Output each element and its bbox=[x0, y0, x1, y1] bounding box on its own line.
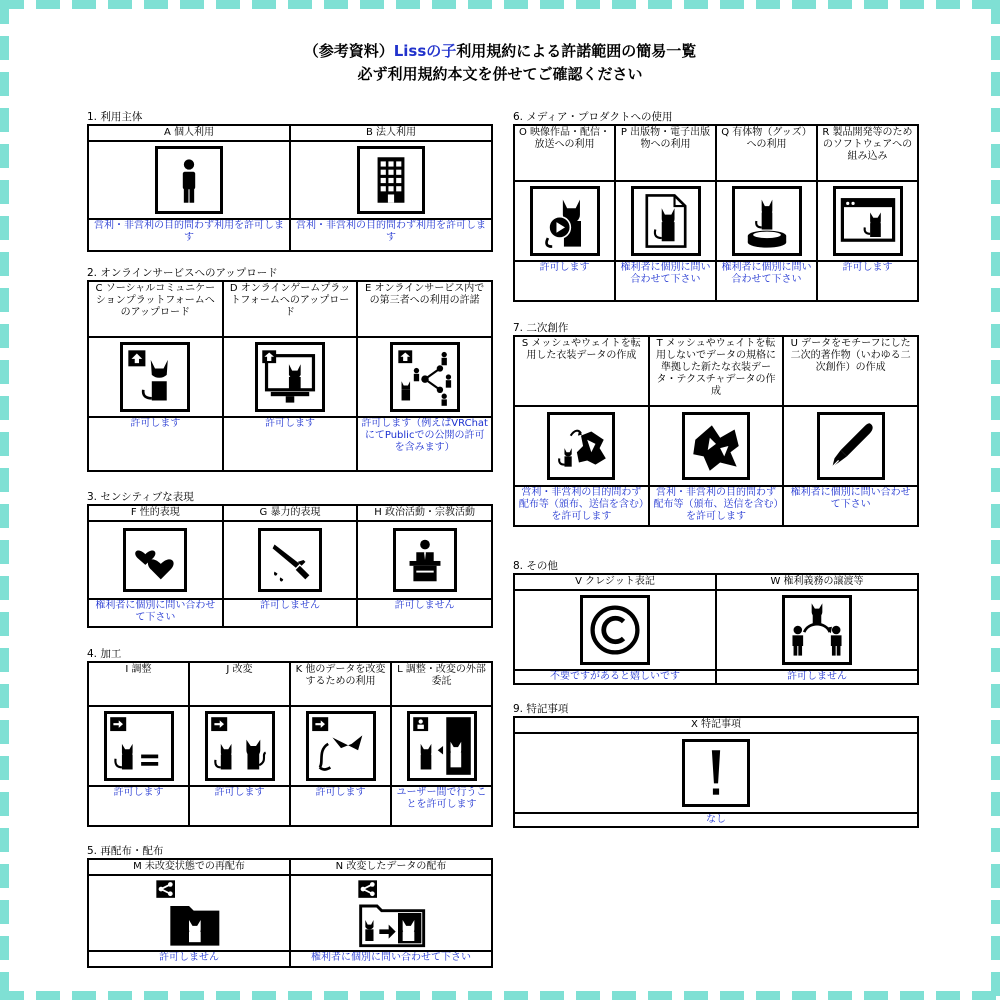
section-title: 2. オンラインサービスへのアップロード bbox=[87, 267, 278, 279]
cell-footer: 許可します bbox=[223, 417, 358, 471]
cell-footer: 権利者に個別に問い合わせて下さい bbox=[615, 261, 716, 301]
cell-header: C ソーシャルコミュニケーションプラットフォームへのアップロード bbox=[88, 281, 223, 337]
software-icon bbox=[833, 186, 903, 256]
outsource-icon bbox=[407, 711, 477, 781]
title-prefix: （参考資料） bbox=[303, 42, 394, 60]
section-usage-entity bbox=[87, 110, 493, 252]
section-title: 3. センシティブな表現 bbox=[87, 491, 194, 503]
upload-avatar-icon bbox=[120, 342, 190, 412]
section-sensitive-expression bbox=[87, 490, 493, 628]
section-title: 1. 利用主体 bbox=[87, 111, 143, 123]
cell-header: D オンラインゲームプラットフォームへのアップロード bbox=[223, 281, 358, 337]
section-online-upload bbox=[87, 266, 493, 472]
cell-footer: 許可します（例えばVRChatにてPublicでの公開の許可を含みます） bbox=[357, 417, 492, 471]
figure-icon bbox=[732, 186, 802, 256]
cell-header: K 他のデータを改変するための利用 bbox=[290, 662, 391, 706]
cell-icon bbox=[189, 706, 290, 786]
cell-header: S メッシュやウェイトを転用した衣装データの作成 bbox=[514, 336, 649, 406]
cell-icon bbox=[223, 337, 358, 417]
cell-footer: ユーザー間で行うことを許可します bbox=[391, 786, 492, 826]
section-title: 9. 特記事項 bbox=[513, 703, 569, 715]
cell-icon bbox=[514, 181, 615, 261]
ears-icon bbox=[306, 711, 376, 781]
cell-footer: 許可します bbox=[88, 417, 223, 471]
fabric-icon bbox=[682, 412, 750, 480]
cell-header: H 政治活動・宗教活動 bbox=[357, 505, 492, 521]
pen-icon bbox=[817, 412, 885, 480]
cell-icon bbox=[88, 521, 223, 599]
cell-footer: 許可しません bbox=[88, 951, 290, 967]
cell-icon bbox=[514, 406, 649, 486]
cell-header: N 改変したデータの配布 bbox=[290, 859, 492, 875]
outfit-icon bbox=[547, 412, 615, 480]
upload-monitor-icon bbox=[255, 342, 325, 412]
cell-icon bbox=[290, 875, 492, 951]
cell-icon bbox=[615, 181, 716, 261]
cell-footer: 許可します bbox=[88, 786, 189, 826]
cell-icon bbox=[88, 875, 290, 951]
cell-footer: 権利者に個別に問い合わせて下さい bbox=[290, 951, 492, 967]
cell-icon bbox=[357, 521, 492, 599]
section-title: 8. その他 bbox=[513, 560, 558, 572]
cell-footer: 許可します bbox=[817, 261, 918, 301]
cell-footer: 営利・非営利の目的問わず配布等（頒布、送信を含む）を許可します bbox=[514, 486, 649, 526]
section-title: 7. 二次創作 bbox=[513, 322, 569, 334]
cell-footer: 営利・非営利の目的問わず利用を許可します bbox=[88, 219, 290, 251]
podium-icon bbox=[393, 528, 457, 592]
knife-icon bbox=[258, 528, 322, 592]
share-modified-icon bbox=[356, 878, 426, 948]
cell-footer: 許可しません bbox=[357, 599, 492, 627]
cell-header: A 個人利用 bbox=[88, 125, 290, 141]
cell-icon bbox=[88, 141, 290, 219]
cell-header: P 出版物・電子出版物への利用 bbox=[615, 125, 716, 181]
cell-header: E オンラインサービス内での第三者への利用の許諾 bbox=[357, 281, 492, 337]
copyright-icon bbox=[580, 595, 650, 665]
building-icon bbox=[357, 146, 425, 214]
cell-header: B 法人利用 bbox=[290, 125, 492, 141]
cell-header: T メッシュやウェイトを転用しないでデータの規格に準拠した新たな衣装データ・テクスチャデータの作成 bbox=[649, 336, 784, 406]
cell-icon bbox=[817, 181, 918, 261]
cell-footer: 許可します bbox=[290, 786, 391, 826]
cell-footer: 権利者に個別に問い合わせて下さい bbox=[88, 599, 223, 627]
section-title: 6. メディア・プロダクトへの使用 bbox=[513, 111, 673, 123]
cell-icon bbox=[783, 406, 918, 486]
cell-header: W 権利義務の譲渡等 bbox=[716, 574, 918, 590]
title-accent: Lissの子 bbox=[393, 42, 457, 60]
person-icon bbox=[155, 146, 223, 214]
cell-footer: 許可します bbox=[189, 786, 290, 826]
adjust-icon bbox=[104, 711, 174, 781]
cell-header: V クレジット表記 bbox=[514, 574, 716, 590]
cell-footer: 営利・非営利の目的問わず利用を許可します bbox=[290, 219, 492, 251]
cell-header: L 調整・改変の外部委託 bbox=[391, 662, 492, 706]
cell-icon bbox=[649, 406, 784, 486]
section-special-notes bbox=[513, 702, 919, 828]
cell-icon bbox=[223, 521, 358, 599]
cell-footer: 権利者に個別に問い合わせて下さい bbox=[716, 261, 817, 301]
cell-header: U データをモチーフにした二次的著作物（いわゆる二次創作）の作成 bbox=[783, 336, 918, 406]
page-subtitle: 必ず利用規約本文を併せてご確認ください bbox=[357, 65, 643, 83]
cell-icon bbox=[357, 337, 492, 417]
document-icon bbox=[631, 186, 701, 256]
cell-header: Q 有体物（グッズ）への利用 bbox=[716, 125, 817, 181]
section-other bbox=[513, 559, 919, 685]
section-redistribution bbox=[87, 844, 493, 968]
cell-footer: 許可します bbox=[514, 261, 615, 301]
cell-header: F 性的表現 bbox=[88, 505, 223, 521]
cell-header: G 暴力的表現 bbox=[223, 505, 358, 521]
video-icon bbox=[530, 186, 600, 256]
cell-icon bbox=[716, 181, 817, 261]
section-title: 5. 再配布・配布 bbox=[87, 845, 164, 857]
hearts-icon bbox=[123, 528, 187, 592]
section-title: 4. 加工 bbox=[87, 648, 122, 660]
cell-icon bbox=[391, 706, 492, 786]
section-derivative-works bbox=[513, 321, 919, 527]
cell-header: O 映像作品・配信・放送への利用 bbox=[514, 125, 615, 181]
share-folder-icon bbox=[154, 878, 224, 948]
transfer-icon bbox=[782, 595, 852, 665]
cell-footer: 不要ですがあると嬉しいです bbox=[514, 670, 716, 684]
cell-icon bbox=[290, 141, 492, 219]
title-suffix: 利用規約による許諾範囲の簡易一覧 bbox=[456, 42, 697, 60]
modify-icon bbox=[205, 711, 275, 781]
cell-footer: 許可しません bbox=[223, 599, 358, 627]
section-processing bbox=[87, 647, 493, 827]
cell-icon bbox=[88, 706, 189, 786]
cell-footer: 許可しません bbox=[716, 670, 918, 684]
cell-header: X 特記事項 bbox=[514, 717, 918, 733]
cell-footer: 権利者に個別に問い合わせて下さい bbox=[783, 486, 918, 526]
cell-icon bbox=[88, 337, 223, 417]
cell-header: J 改変 bbox=[189, 662, 290, 706]
cell-icon bbox=[290, 706, 391, 786]
section-media-products bbox=[513, 110, 919, 302]
exclamation-icon bbox=[682, 739, 750, 807]
share-users-icon bbox=[390, 342, 460, 412]
cell-icon bbox=[514, 590, 716, 670]
cell-icon bbox=[514, 733, 918, 813]
cell-footer: なし bbox=[514, 813, 918, 827]
cell-header: R 製品開発等のためのソフトウェアへの組み込み bbox=[817, 125, 918, 181]
cell-header: I 調整 bbox=[88, 662, 189, 706]
page-title bbox=[0, 40, 1000, 61]
cell-footer: 営利・非営利の目的問わず配布等（頒布、送信を含む）を許可します bbox=[649, 486, 784, 526]
cell-icon bbox=[716, 590, 918, 670]
cell-header: M 未改変状態での再配布 bbox=[88, 859, 290, 875]
